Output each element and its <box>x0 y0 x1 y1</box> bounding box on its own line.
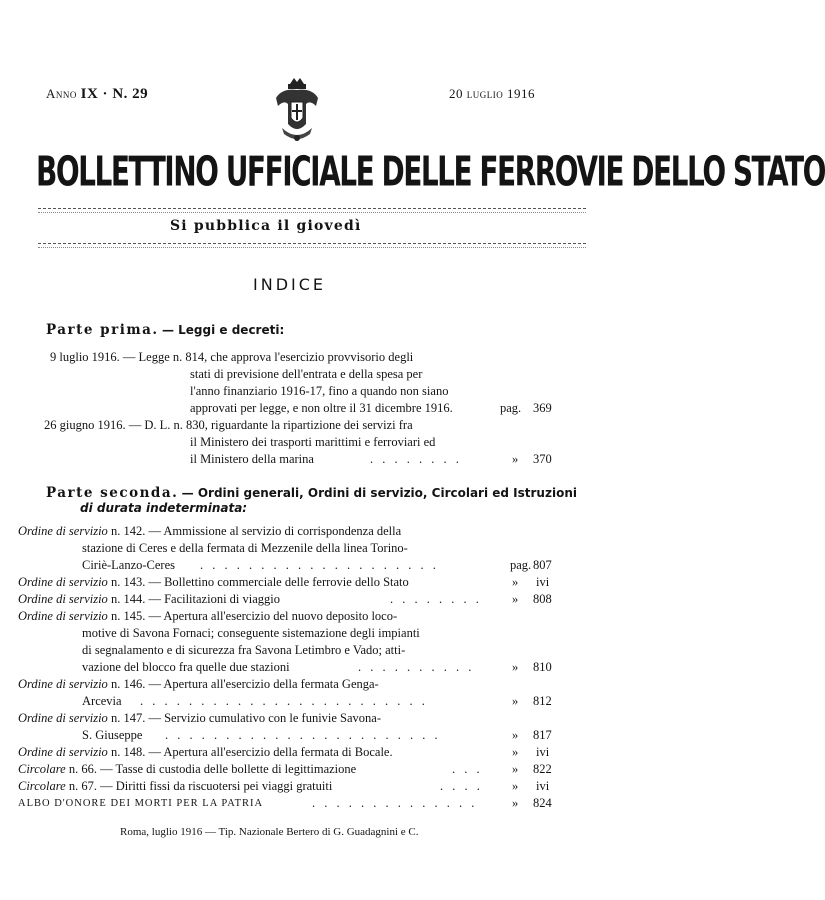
order-entry <box>18 711 381 726</box>
page-label: » <box>512 745 519 759</box>
page-label: pag. <box>500 401 522 415</box>
issue-volume: IX · N. 29 <box>80 86 149 102</box>
order-kind: Ordine di servizio <box>18 711 108 725</box>
order-number: n. 142. <box>110 524 146 538</box>
leader-dots: . . . . . . . . . . . . . . . . . . . . . . . <box>165 728 441 742</box>
order-entry <box>18 524 401 539</box>
order-number: n. 148. <box>110 745 146 759</box>
issue-prefix: Anno <box>46 86 77 101</box>
order-title: — Apertura all'esercizio del nuovo deposito loco- <box>148 609 398 623</box>
divider <box>38 212 586 213</box>
part-two-label: Parte seconda. <box>46 485 179 501</box>
entry-line: vazione del blocco fra quelle due stazioni <box>82 660 290 674</box>
leader-dots: . . . . <box>440 779 483 793</box>
order-kind: Ordine di servizio <box>18 609 108 623</box>
leader-dots: . . . . . . . . . . . . . . . . . . . . . . . . <box>140 694 428 708</box>
part-one-heading <box>46 322 284 338</box>
entry-line: il Ministero della marina <box>190 452 314 466</box>
page-label: » <box>512 452 519 466</box>
entry-line: di segnalamento e di sicurezza fra Savona Letimbro e Vado; atti- <box>82 643 406 657</box>
circular-title: — Tasse di custodia delle bollette di legittimazione <box>100 762 357 776</box>
page-number: 369 <box>533 401 552 415</box>
order-kind: Ordine di servizio <box>18 524 108 538</box>
entry-line: 9 luglio 1916. — Legge n. 814, che approva l'esercizio provvisorio degli <box>50 350 414 364</box>
entry-line: Ciriè-Lanzo-Ceres <box>82 558 176 572</box>
page-label: » <box>512 796 519 810</box>
page-label: » <box>512 779 519 793</box>
bulletin-title: BOLLETTINO UFFICIALE DELLE FERROVIE DELLO STATO <box>36 148 825 196</box>
page-number: 807 <box>533 558 552 572</box>
entry-line: l'anno finanziario 1916-17, fino a quando non siano <box>190 384 449 398</box>
royal-coat-of-arms-icon <box>272 76 322 146</box>
page-number: ivi <box>536 745 550 759</box>
divider <box>38 243 586 244</box>
leader-dots: . . . <box>452 762 483 776</box>
part-two-subject: — Ordini generali, Ordini di servizio, Circolari ed Istruzioni <box>181 486 577 500</box>
entry-line: approvati per legge, e non oltre il 31 dicembre 1916. <box>190 401 453 415</box>
order-kind: Ordine di servizio <box>18 575 108 589</box>
circular-kind: Circolare <box>18 779 66 793</box>
printer-footer: Roma, luglio 1916 — Tip. Nazionale Bertero di G. Guadagnini e C. <box>120 826 419 838</box>
circular-title: — Diritti fissi da riscuotersi pei viaggi gratuiti <box>100 779 333 793</box>
part-one-label: Parte prima. <box>46 322 159 338</box>
index-heading: INDICE <box>253 275 327 294</box>
circular-entry <box>18 779 332 794</box>
divider <box>38 247 586 248</box>
issue-date: 20 luglio 1916 <box>449 86 535 101</box>
order-title: — Bollettino commerciale delle ferrovie dello Stato <box>148 575 409 589</box>
order-title: — Servizio cumulativo con le funivie Savona- <box>148 711 382 725</box>
page-number: ivi <box>536 575 550 589</box>
page-number: 812 <box>533 694 552 708</box>
page-number: ivi <box>536 779 550 793</box>
page-label: » <box>512 575 519 589</box>
page-label: » <box>512 694 519 708</box>
issue-number <box>46 86 148 103</box>
order-kind: Ordine di servizio <box>18 745 108 759</box>
entry-line: motive di Savona Fornaci; conseguente sistemazione degli impianti <box>82 626 420 640</box>
page-number: 822 <box>533 762 552 776</box>
circular-number: n. 66. <box>68 762 97 776</box>
order-title: — Apertura all'esercizio della fermata di Bocale. <box>148 745 393 759</box>
page-label: » <box>512 660 519 674</box>
page-number: 810 <box>533 660 552 674</box>
page-number: 817 <box>533 728 552 742</box>
order-title: — Apertura all'esercizio della fermata Genga- <box>148 677 379 691</box>
order-entry <box>18 745 393 760</box>
circular-kind: Circolare <box>18 762 66 776</box>
leader-dots: . . . . . . . . . . . . . . <box>312 796 478 810</box>
page-number: 370 <box>533 452 552 466</box>
order-title: — Facilitazioni di viaggio <box>148 592 281 606</box>
order-title: — Ammissione al servizio di corrispondenza della <box>148 524 402 538</box>
page-label: pag. <box>510 558 532 572</box>
entry-line: 26 giugno 1916. — D. L. n. 830, riguardante la ripartizione dei servizi fra <box>44 418 413 432</box>
leader-dots: . . . . . . . . . . <box>358 660 475 674</box>
order-entry <box>18 575 409 590</box>
circular-number: n. 67. <box>68 779 97 793</box>
leader-dots: . . . . . . . . . . . . . . . . . . . . <box>200 558 439 572</box>
part-one-subject: — Leggi e decreti: <box>161 323 285 337</box>
order-entry <box>18 677 379 692</box>
page-label: » <box>512 762 519 776</box>
page-label: » <box>512 728 519 742</box>
order-number: n. 146. <box>110 677 146 691</box>
part-two-heading <box>46 485 577 501</box>
entry-line: il Ministero dei trasporti marittimi e ferroviari ed <box>190 435 436 449</box>
page-number: 808 <box>533 592 552 606</box>
entry-line: stati di previsione dell'entrata e della spesa per <box>190 367 423 381</box>
page-number: 824 <box>533 796 552 810</box>
order-number: n. 145. <box>110 609 146 623</box>
circular-entry <box>18 762 356 777</box>
page-label: » <box>512 592 519 606</box>
honour-roll-entry: ALBO D'ONORE DEI MORTI PER LA PATRIA <box>18 798 264 809</box>
order-entry <box>18 609 397 624</box>
leader-dots: . . . . . . . . <box>390 592 482 606</box>
divider <box>38 208 586 209</box>
part-two-subheading: di durata indeterminata: <box>80 501 248 515</box>
leader-dots: . . . . . . . . <box>370 452 462 466</box>
order-kind: Ordine di servizio <box>18 677 108 691</box>
order-number: n. 147. <box>110 711 146 725</box>
order-entry <box>18 592 280 607</box>
order-number: n. 144. <box>110 592 146 606</box>
entry-line: Arcevia <box>82 694 122 708</box>
order-number: n. 143. <box>110 575 146 589</box>
entry-line: stazione di Ceres e della fermata di Mezzenile della linea Torino- <box>82 541 408 555</box>
order-kind: Ordine di servizio <box>18 592 108 606</box>
bulletin-subtitle: Si pubblica il giovedì <box>170 218 362 234</box>
entry-line: S. Giuseppe <box>82 728 143 742</box>
